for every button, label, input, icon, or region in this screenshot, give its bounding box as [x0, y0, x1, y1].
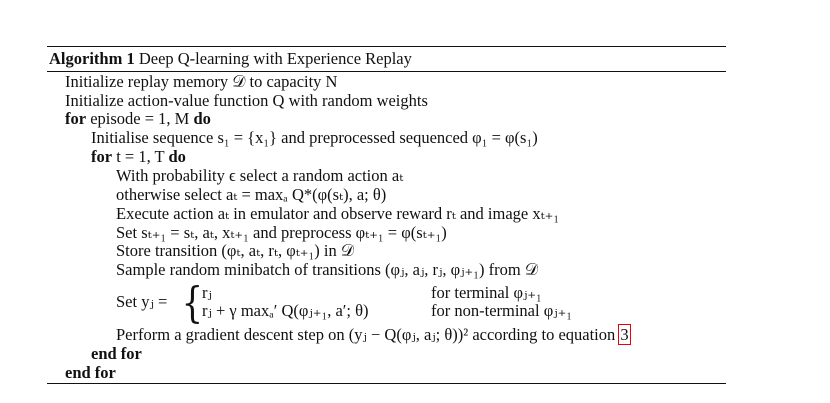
algorithm-box: [47, 46, 726, 72]
case-terminal-expr: rⱼ: [202, 283, 212, 302]
for-keyword: for: [65, 109, 87, 128]
line-epsilon-action: With probability ϵ select a random action aₜ: [116, 166, 404, 185]
line-end-for-inner: end for: [91, 344, 142, 363]
line-init-qfunction: Initialize action-value function Q with random weights: [65, 91, 428, 110]
line-for-episode: [65, 110, 211, 128]
t-range: t = 1, T: [116, 147, 165, 166]
do-keyword: do: [193, 109, 211, 128]
algorithm-label: Algorithm 1: [49, 49, 135, 68]
line-init-sequence: Initialise sequence s₁ = {x₁} and preprocessed sequenced φ₁ = φ(s₁): [91, 128, 538, 147]
equation-reference-link[interactable]: 3: [620, 325, 629, 344]
algorithm-title: Deep Q-learning with Experience Replay: [138, 49, 412, 68]
line-for-t: [91, 148, 186, 166]
bottom-rule: [47, 383, 726, 384]
line-gradient-step: [116, 326, 630, 344]
case-nonterminal-expr: rⱼ + γ maxₐ′ Q(φⱼ₊₁, a′; θ): [202, 301, 369, 320]
for-keyword: for: [91, 147, 113, 166]
line-sample-minibatch: Sample random minibatch of transitions (φⱼ, aⱼ, rⱼ, φⱼ₊₁) from 𝒟: [116, 260, 538, 279]
case-terminal-condition: for terminal φⱼ₊₁: [431, 283, 542, 302]
line-set-state: Set sₜ₊₁ = sₜ, aₜ, xₜ₊₁ and preprocess φₜ₊₁ = φ(sₜ₊₁): [116, 223, 447, 242]
line-execute-action: Execute action aₜ in emulator and observe reward rₜ and image xₜ₊₁: [116, 204, 560, 223]
do-keyword: do: [168, 147, 186, 166]
line-store-transition: Store transition (φₜ, aₜ, rₜ, φₜ₊₁) in 𝒟: [116, 241, 354, 260]
case-nonterminal-condition: for non-terminal φⱼ₊₁: [431, 301, 573, 320]
algorithm-caption: [47, 47, 726, 71]
line-greedy-action: otherwise select aₜ = maxₐ Q*(φ(sₜ), a; θ): [116, 185, 387, 204]
line-init-memory: Initialize replay memory 𝒟 to capacity N: [65, 72, 338, 91]
line-end-for-outer: end for: [65, 363, 116, 382]
line-set-target: Set yⱼ =: [116, 292, 168, 311]
episode-range: episode = 1, M: [90, 109, 190, 128]
left-brace: {: [181, 278, 204, 327]
gradient-step-text: Perform a gradient descent step on (yⱼ − Q(φⱼ, aⱼ; θ))² according to equation: [116, 325, 616, 344]
